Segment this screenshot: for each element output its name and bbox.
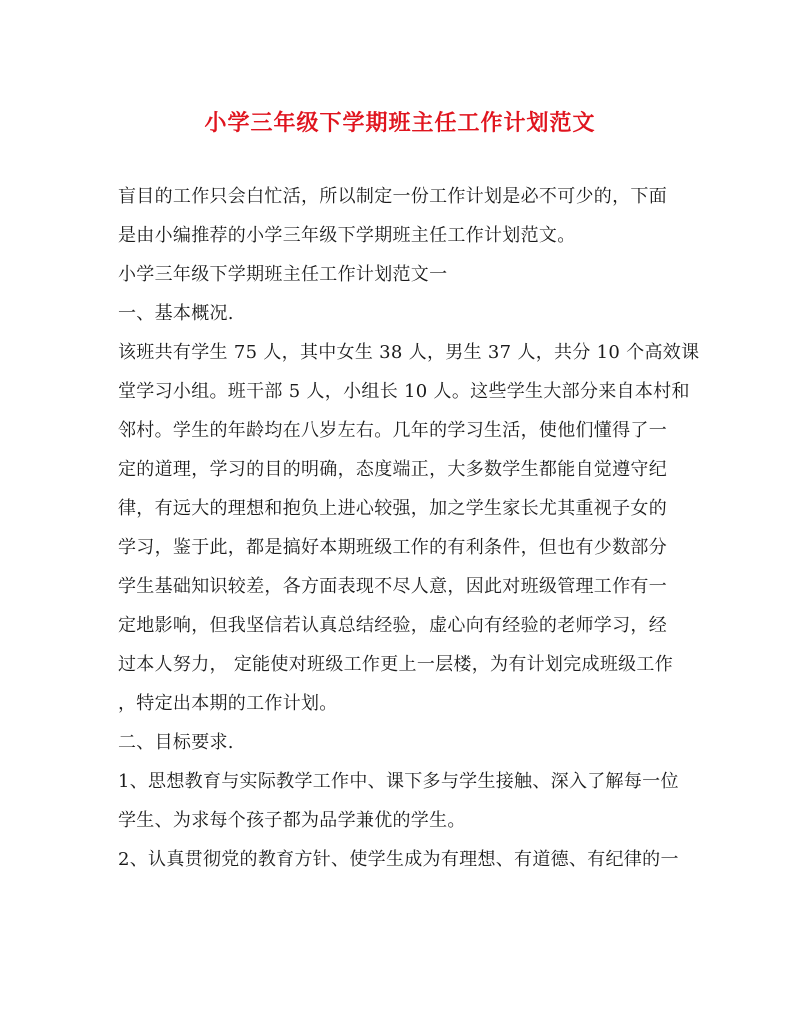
- paragraph-line: 律，有远大的理想和抱负上进心较强，加之学生家长尤其重视子女的: [118, 498, 667, 519]
- paragraph-line: 该班共有学生 75 人，其中女生 38 人，男生 37 人，共分 10 个高效课: [118, 342, 700, 363]
- paragraph-line: ，特定出本期的工作计划。: [118, 693, 338, 714]
- paragraph-line: 邻村。学生的年龄均在八岁左右。几年的学习生活，使他们懂得了一: [118, 420, 667, 441]
- paragraph-line: 学生、为求每个孩子都为品学兼优的学生。: [118, 810, 466, 831]
- section-heading: 一、基本概况.: [118, 303, 234, 324]
- paragraph-line: 1、思想教育与实际教学工作中、课下多与学生接触、深入了解每一位: [118, 771, 679, 792]
- paragraph-line: 过本人努力， 定能使对班级工作更上一层楼，为有计划完成班级工作: [118, 654, 674, 675]
- paragraph-line: 定的道理，学习的目的明确，态度端正，大多数学生都能自觉遵守纪: [118, 459, 667, 480]
- section-heading: 二、目标要求.: [118, 732, 234, 753]
- paragraph-line: 堂学习小组。班干部 5 人，小组长 10 人。这些学生大部分来自本村和: [118, 381, 690, 402]
- paragraph-line: 是由小编推荐的小学三年级下学期班主任工作计划范文。: [118, 225, 576, 246]
- section-heading: 小学三年级下学期班主任工作计划范文一: [118, 264, 448, 285]
- paragraph-line: 2、认真贯彻党的教育方针、使学生成为有理想、有道德、有纪律的一: [118, 849, 679, 870]
- paragraph-line: 学生基础知识较差，各方面表现不尽人意，因此对班级管理工作有一: [118, 576, 667, 597]
- paragraph-line: 盲目的工作只会白忙活，所以制定一份工作计划是必不可少的，下面: [118, 186, 667, 207]
- paragraph-line: 学习，鉴于此，都是搞好本期班级工作的有利条件，但也有少数部分: [118, 537, 667, 558]
- document-title: 小学三年级下学期班主任工作计划范文: [204, 110, 596, 136]
- paragraph-line: 定地影响，但我坚信若认真总结经验，虚心向有经验的老师学习，经: [118, 615, 667, 636]
